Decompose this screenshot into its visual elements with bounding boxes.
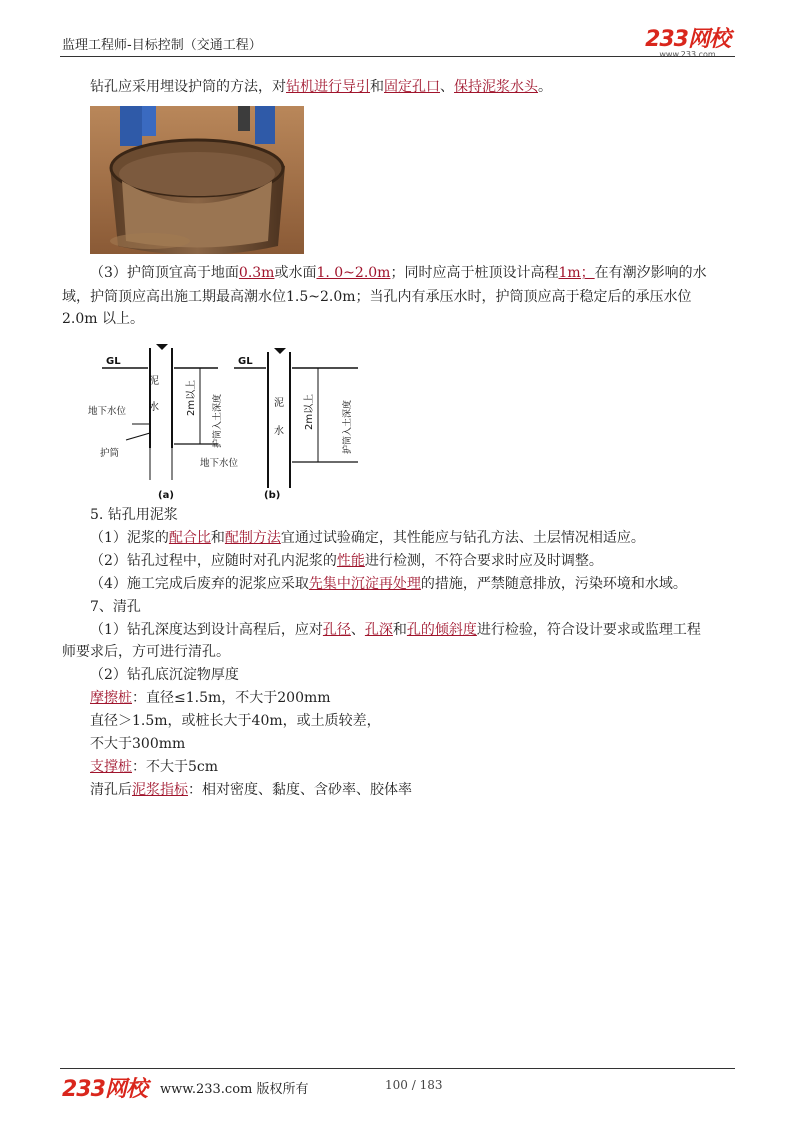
diagram-b-depth: 护筒入土深度: [343, 399, 353, 454]
diagram-label-a: (a): [158, 490, 174, 501]
footer-copyright: www.233.com 版权所有: [160, 1082, 309, 1097]
section-5-item-2: （2）钻孔过程中，应随时对孔内泥浆的性能进行检测，不符合要求时应及时调整。: [90, 553, 603, 569]
diagram-b-mud: 泥: [274, 398, 284, 409]
header-title: 监理工程师-目标控制（交通工程）: [62, 38, 262, 53]
friction-pile-line-3: 不大于300mm: [90, 736, 186, 752]
casing-photo: [90, 106, 304, 254]
diagram-b-2m: 2m以上: [304, 393, 315, 430]
section-7-item-1b: 师要求后，方可进行清孔。: [62, 644, 230, 660]
footer-logo: 233网校: [62, 1077, 147, 1102]
para-casing-intro: 钻孔应采用埋设护筒的方法，对钻机进行导引和固定孔口、保持泥浆水头。: [90, 79, 552, 95]
header-logo-sub: www.233.com: [659, 50, 716, 59]
diagram-label-b: (b): [264, 490, 281, 501]
section-7-item-2: （2）钻孔底沉淀物厚度: [90, 667, 239, 683]
section-7-title: 7、清孔: [90, 599, 141, 615]
diagram-a-gw: 地下水位: [88, 406, 127, 417]
diagram-a-depth: 护筒入土深度: [213, 393, 223, 448]
footer-divider: [60, 1068, 735, 1069]
header-divider: [60, 56, 735, 57]
end-bearing-pile-line: 支撑桩：不大于5cm: [90, 759, 219, 775]
diagram-a-mud: 泥: [149, 376, 159, 387]
section-5-title: 5. 钻孔用泥浆: [90, 507, 178, 523]
header-logo: [645, 22, 730, 59]
section-5-item-1: （1）泥浆的配合比和配制方法宜通过试验确定，其性能应与钻孔方法、土层情况相适应。: [90, 530, 645, 546]
para-casing-height-1: （3）护筒顶宜高于地面0.3m或水面1. 0~2.0m；同时应高于桩顶设计高程1m；在有潮汐影响的水: [90, 265, 707, 281]
mud-index-line: 清孔后泥浆指标：相对密度、黏度、含砂率、胶体率: [90, 782, 412, 798]
page-number: 100 / 183: [385, 1078, 443, 1092]
diagram-b-gw-label: 地下水位: [200, 458, 239, 469]
diagram-a-2m: 2m以上: [186, 379, 197, 416]
section-5-item-4: （4）施工完成后废弃的泥浆应采取先集中沉淀再处理的措施，严禁随意排放，污染环境和水域。: [90, 576, 687, 592]
para-casing-height-3: 2.0m 以上。: [62, 311, 144, 327]
friction-pile-line: 摩擦桩：直径≤1.5m，不大于200mm: [90, 690, 331, 706]
diagram-a-casing: 护筒: [100, 448, 120, 459]
section-7-item-1a: （1）钻孔深度达到设计高程后，应对孔径、孔深和孔的倾斜度进行检验，符合设计要求或监理工程: [90, 622, 701, 638]
casing-diagram: [88, 338, 378, 510]
diagram-b-water: 水: [274, 426, 284, 437]
diagram-a-gl: GL: [106, 356, 121, 367]
diagram-a-water: 水: [149, 402, 159, 413]
friction-pile-line-2: 直径＞1.5m，或桩长大于40m，或土质较差，: [90, 713, 381, 729]
para-casing-height-2: 域，护筒顶应高出施工期最高潮水位1.5~2.0m；当孔内有承压水时，护筒顶应高于稳定后的承压水位: [62, 289, 692, 305]
header-logo-text: 233网校: [645, 27, 730, 52]
diagram-b-gl: GL: [238, 356, 253, 367]
